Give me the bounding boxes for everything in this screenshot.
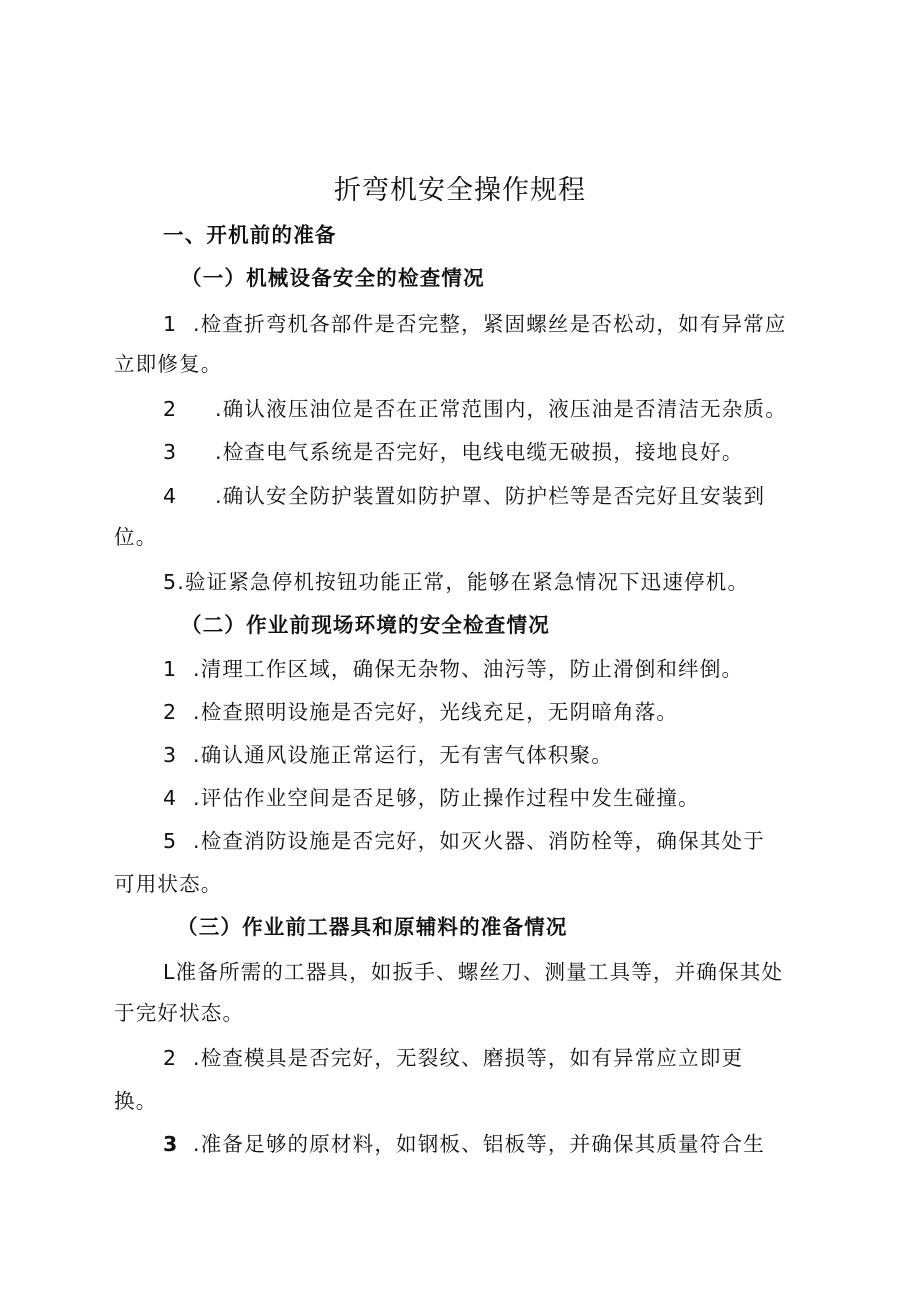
item-text: .检查模具是否完好，无裂纹、磨损等，如有异常应立即更 [193, 1046, 744, 1070]
item-text: .清理工作区域，确保无杂物、油污等，防止滑倒和绊倒。 [193, 657, 744, 681]
item-text: .检查电气系统是否完好，电线电缆无破损，接地良好。 [215, 440, 744, 464]
list-item [163, 481, 765, 511]
list-item: 5.验证紧急停机按钮功能正常，能够在紧急情况下迅速停机。 [163, 570, 750, 594]
item-number: 2 [163, 700, 178, 724]
list-item [163, 783, 700, 813]
subsection-heading-3: （三）作业前工器具和原辅料的准备情况 [177, 915, 568, 939]
list-item-continuation: 于完好状态。 [114, 1001, 245, 1025]
section-heading-1: 一、开机前的准备 [163, 223, 337, 247]
list-item [163, 1043, 743, 1073]
list-item [163, 309, 787, 339]
item-text: .确认通风设施正常运行，无有害气体积聚。 [193, 743, 614, 767]
document-title: 折弯机安全操作规程 [334, 175, 586, 206]
item-number: 5 [163, 829, 178, 853]
list-item-continuation: 位。 [114, 525, 158, 549]
item-number: 2 [163, 397, 178, 421]
item-number: 3 [163, 743, 178, 767]
list-item [163, 654, 743, 684]
item-number: 1 [163, 657, 178, 681]
list-item [163, 826, 765, 856]
item-number: 4 [163, 786, 178, 810]
item-number: 3 [163, 1132, 179, 1156]
item-number: 2 [163, 1046, 178, 1070]
item-text: .检查照明设施是否完好，光线充足，无阴暗角落。 [193, 700, 679, 724]
item-text: .准备足够的原材料，如钢板、铝板等，并确保其质量符合生 [193, 1132, 765, 1156]
item-number: 1 [163, 312, 178, 336]
subsection-heading-1: （一）机械设备安全的检查情况 [181, 266, 485, 290]
list-item-continuation: 换。 [114, 1089, 158, 1113]
item-text: .确认液压油位是否在正常范围内，液压油是否清洁无杂质。 [215, 397, 787, 421]
list-item [163, 740, 613, 770]
list-item [163, 697, 678, 727]
list-item [163, 394, 787, 424]
item-number: 4 [163, 484, 178, 508]
list-item: L准备所需的工器具，如扳手、螺丝刀、测量工具等，并确保其处 [163, 960, 784, 984]
list-item-continuation: 可用状态。 [114, 872, 223, 896]
item-text: .检查消防设施是否完好，如灭火器、消防栓等，确保其处于 [193, 829, 765, 853]
subsection-heading-2: （二）作业前现场环境的安全检查情况 [181, 613, 550, 637]
item-text: .检查折弯机各部件是否完整，紧固螺丝是否松动，如有异常应 [193, 312, 787, 336]
item-text: .评估作业空间是否足够，防止操作过程中发生碰撞。 [193, 786, 700, 810]
list-item [163, 437, 744, 467]
item-text: .确认安全防护装置如防护罩、防护栏等是否完好且安装到 [215, 484, 766, 508]
item-number: 3 [163, 440, 178, 464]
list-item-continuation: 立即修复。 [114, 352, 223, 376]
list-item [163, 1129, 765, 1159]
